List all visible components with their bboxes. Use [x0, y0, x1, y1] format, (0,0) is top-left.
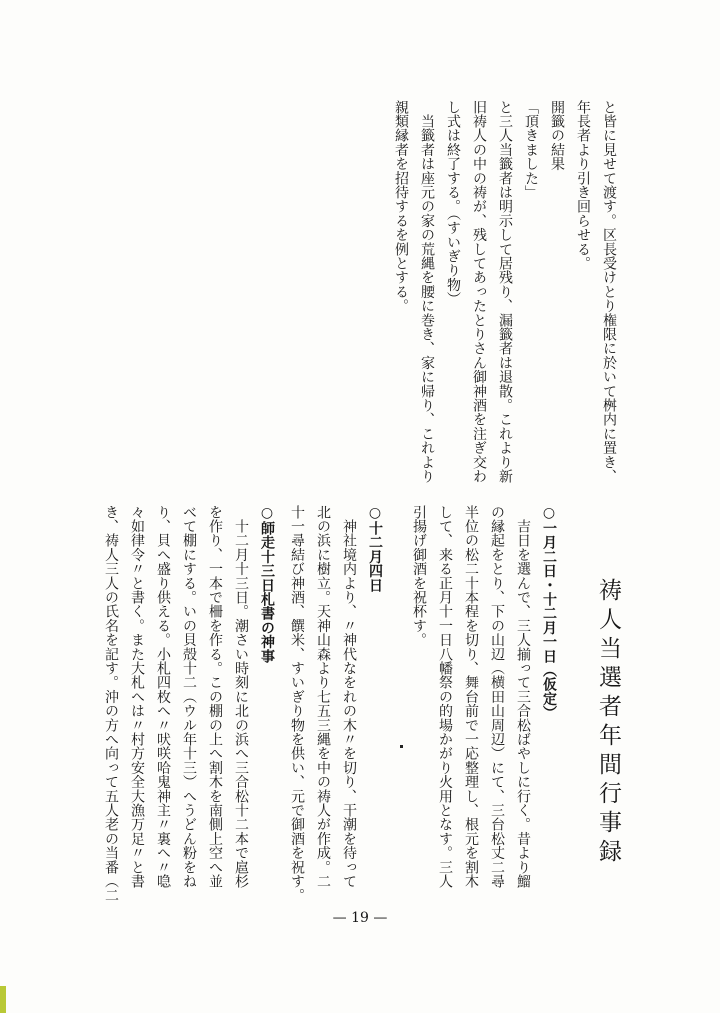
- lower-text-column: 々如律令〃と書く。また大札へは〃村方安全大漁万足〃と書: [129, 505, 145, 889]
- upper-text-column: し式は終了する。（すいぎり物）: [445, 100, 461, 306]
- upper-text-column: 親類縁者を招待するを例とする。: [393, 100, 409, 313]
- lower-text-column: の縁起をとり、下の山辺（横田山周辺）にて、三台松丈二尋: [489, 505, 505, 889]
- upper-text-column: 旧祷人の中の祷が、残してあったとりさん御神酒を注ぎ交わ: [471, 100, 487, 484]
- upper-text-column: 当籤者は座元の家の荒縄を腰に巻き、家に帰り、これより: [419, 100, 435, 484]
- page-edge-tab: [0, 986, 6, 1013]
- lower-text-column: り、貝へ盛り供える。小札四枚へ〃吠咲哈鬼神主〃裏へ〃喼: [155, 505, 171, 889]
- upper-text-column: と三人当籤者は明示して居残り、漏籤者は退散。これより新: [497, 100, 513, 484]
- section-heading: ○十二月四日: [367, 505, 383, 593]
- section-heading: ○師走十三日札書の神事: [259, 505, 275, 664]
- lower-text-column: 十一尋結び神酒、饌米、すいぎり物を供い、元で御酒を祝す。: [289, 505, 305, 903]
- page-number: — 19 —: [332, 910, 388, 926]
- lower-text-column: べて棚にする。いの貝殻十二（ウル年十三）へうどん粉をね: [181, 505, 197, 889]
- upper-text-column: と皆に見せて渡す。区長受けとり権限に於いて桝内に置き、: [601, 100, 617, 484]
- lower-text-column: き、祷人三人の氏名を記す。沖の方へ向って五人老の当番（二: [103, 505, 119, 903]
- upper-text-column: 「頂きました」: [523, 100, 539, 200]
- lower-text-column: して、来る正月十一日八幡祭の的場かがり火用となす。三人: [437, 505, 453, 889]
- ink-mark: [400, 745, 403, 748]
- lower-text-column: を作り、一本で柵を作る。この棚の上へ割木を南側上空へ並: [207, 505, 223, 889]
- lower-text-column: 吉日を選んで、三人揃って三合松ばやしに行く。昔より鰡: [515, 505, 531, 889]
- lower-text-column: 神社境内より、〃神代なをれの木〃を切り、干潮を待って: [341, 505, 357, 889]
- lower-text-column: 十二月十三日。潮さい時刻に北の浜へ三合松十二本で扈杉: [233, 505, 249, 889]
- lower-text-column: 引揚げ御酒を祝杯す。: [411, 505, 427, 647]
- lower-text-column: 半位の松二十本程を切り、舞台前で一応整理し、根元を割木: [463, 505, 479, 889]
- upper-text-column: 年長者より引き回らせる。: [575, 100, 591, 271]
- lower-text-column: 北の浜に樹立。天神山森より七五三縄を中の祷人が作成。二: [315, 505, 331, 889]
- section-heading: ○一月二日・十二月一日（仮定）: [541, 505, 557, 720]
- page-title: 祷人当選者年間行事録: [595, 578, 621, 868]
- upper-text-column: 開籤の結果: [549, 100, 565, 171]
